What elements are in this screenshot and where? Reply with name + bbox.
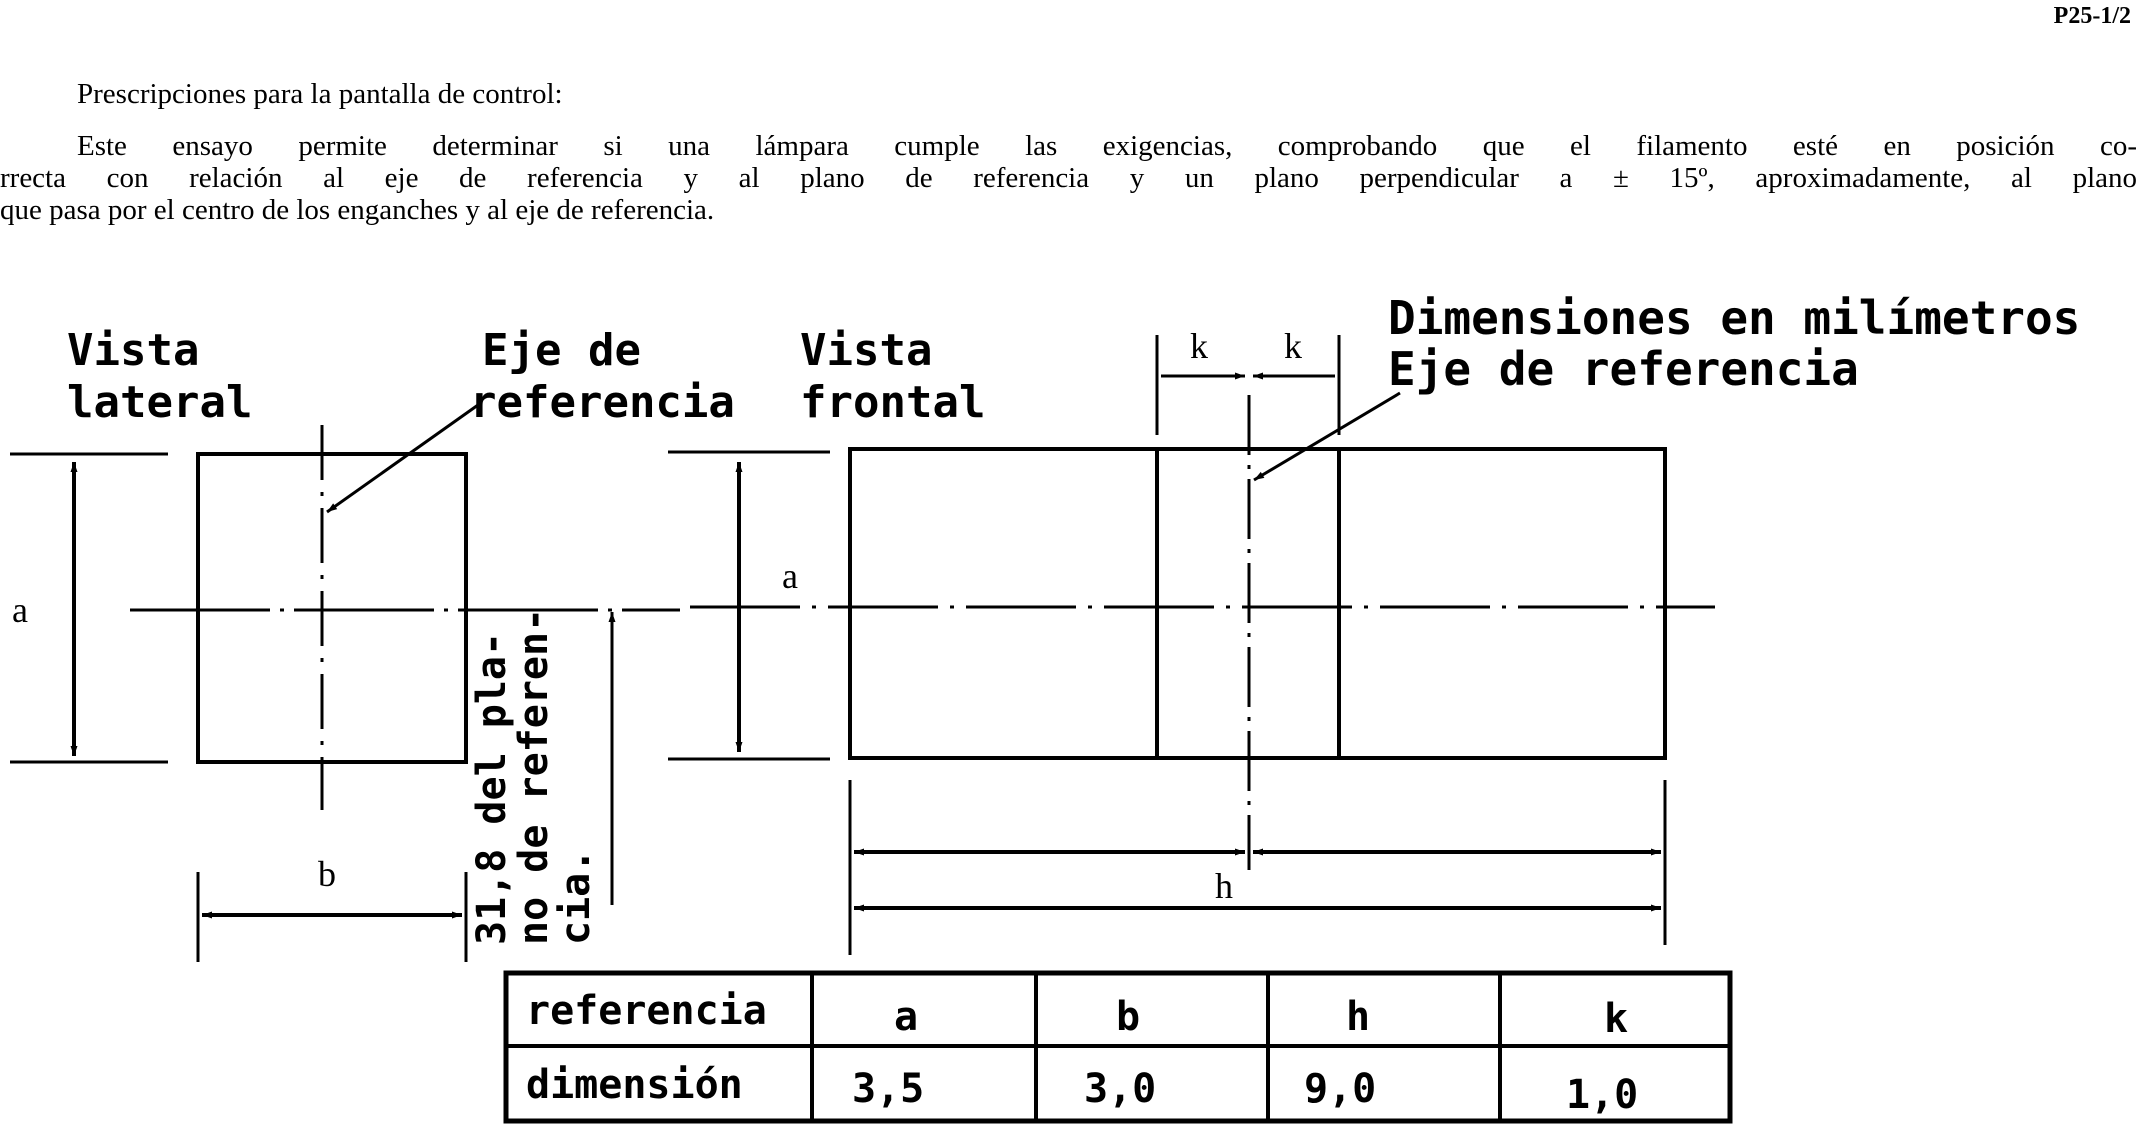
paragraph-line-2: rrecta con relación al eje de referencia y al plano de referencia y un plano perpendicular a ± 15º, aproximadamente, al plano (0, 162, 2137, 194)
table-header-h: h (1346, 994, 1371, 1040)
front-dim-a-label: a (782, 556, 798, 596)
front-axis-leader (1254, 393, 1400, 480)
table-value-h: 9,0 (1304, 1066, 1377, 1112)
front-view-title-2: frontal (800, 377, 986, 428)
side-view-title-2: lateral (67, 377, 253, 428)
page-number: P25-1/2 (2053, 3, 2131, 29)
table-value-b: 3,0 (1084, 1066, 1157, 1112)
side-dim-a-label: a (12, 590, 28, 630)
plane-note-line-1: 31,8 del pla- (469, 631, 515, 945)
side-view (10, 325, 735, 962)
dimension-table (506, 973, 1730, 1121)
front-axis-label: Eje de referencia (1388, 342, 1859, 396)
front-view-outline (850, 449, 1665, 758)
side-view-outline (198, 454, 466, 762)
paragraph-line-1: Este ensayo permite determinar si una lámpara cumple las exigencias, comprobando que el filamento esté en posición co- (77, 130, 2137, 162)
side-dim-b-label: b (318, 854, 336, 894)
plane-note-line-2: no de referen- (511, 607, 557, 945)
table-value-k: 1,0 (1566, 1072, 1639, 1118)
table-row-label-dimension: dimensión (526, 1062, 743, 1108)
side-axis-label-1: Eje de (482, 325, 641, 376)
table-header-b: b (1116, 994, 1141, 1040)
plane-note (469, 608, 612, 945)
front-dim-k-right-label: k (1284, 326, 1302, 366)
plane-note-line-3: cia. (553, 848, 599, 945)
side-axis-label-2: referencia (470, 377, 735, 428)
units-note (1388, 291, 2080, 345)
front-dim-k-left-label: k (1190, 326, 1208, 366)
table-value-a: 3,5 (852, 1066, 925, 1112)
table-header-referencia: referencia (526, 988, 767, 1034)
side-axis-leader (327, 405, 478, 512)
front-dim-h-label: h (1215, 866, 1233, 906)
table-header-k: k (1604, 996, 1629, 1042)
table-header-a: a (894, 994, 919, 1040)
paragraph-line-3: que pasa por el centro de los enganches y al eje de referencia. (0, 194, 715, 226)
section-heading: Prescripciones para la pantalla de control: (77, 78, 563, 110)
front-view-title-1: Vista (800, 325, 933, 376)
svg-text:Dimensiones en milímetros: Dimensiones en milímetros (1388, 291, 2081, 345)
front-view (668, 325, 1859, 955)
side-view-title-1: Vista (67, 325, 200, 376)
